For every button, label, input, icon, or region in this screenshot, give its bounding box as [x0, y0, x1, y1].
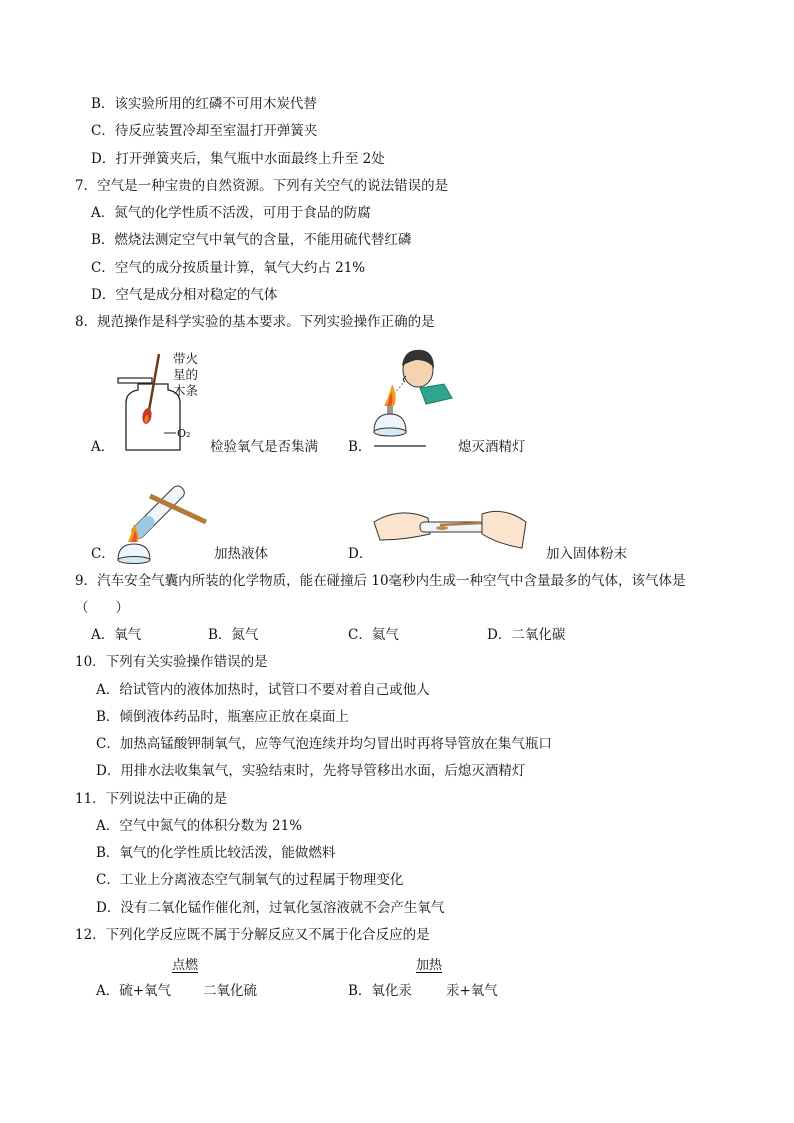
q7-option-b: B．燃烧法测定空气中氧气的含量，不能用硫代替红磷 [91, 232, 412, 248]
q12-option-a-product: 二氧化硫 [203, 983, 257, 999]
q12-option-b-reactants: B．氧化汞 [348, 983, 412, 999]
q8-b-caption: 熄灭酒精灯 [458, 439, 526, 455]
q12-b-condition: 加热 [416, 958, 443, 973]
q7-option-c: C．空气的成分按质量计算，氧气大约占 21% [91, 260, 366, 276]
q11-option-a: A．空气中氮气的体积分数为 21% [96, 818, 303, 834]
q7-option-d: D．空气是成分相对稳定的气体 [91, 287, 278, 303]
splint-label-3: 木条 [173, 383, 199, 398]
adding-powder-figure [370, 500, 530, 560]
q8-c-letter: C． [91, 546, 115, 562]
blowing-alcohol-lamp-figure [370, 340, 470, 452]
q6-option-b: B．该实验所用的红磷不可用木炭代替 [91, 96, 317, 112]
q8-stem: 8．规范操作是科学实验的基本要求。下列实验操作正确的是 [75, 314, 435, 330]
q8-d-caption: 加入固体粉末 [546, 546, 627, 562]
q9-answer-bracket: （ ） [75, 600, 129, 616]
q12-option-b-product: 汞+氧气 [446, 983, 498, 999]
q7-stem: 7．空气是一种宝贵的自然资源。下列有关空气的说法错误的是 [75, 178, 449, 194]
q11-stem: 11．下列说法中正确的是 [75, 791, 228, 807]
splint-label-2: 星的 [173, 367, 199, 382]
q11-option-b: B．氧气的化学性质比较活泼，能做燃料 [96, 845, 336, 861]
q8-d-letter: D． [348, 546, 373, 562]
q7-option-a: A．氮气的化学性质不活泼，可用于食品的防腐 [91, 205, 371, 221]
q12-option-a-reactants: A．硫+氧气 [96, 983, 172, 999]
o2-label: O₂ [177, 427, 191, 440]
q6-option-c: C．待反应装置冷却至室温打开弹簧夹 [91, 123, 318, 139]
q11-option-d: D．没有二氧化锰作催化剂，过氧化氢溶液就不会产生氧气 [96, 900, 445, 916]
q12-stem: 12．下列化学反应既不属于分解反应又不属于化合反应的是 [75, 927, 430, 943]
q9-option-a: A．氧气 [91, 627, 142, 643]
q8-a-letter: A． [91, 439, 115, 455]
q8-b-letter: B． [348, 439, 372, 455]
q8-a-caption: 检验氧气是否集满 [210, 439, 318, 455]
q10-option-c: C．加热高锰酸钾制氧气，应等气泡连续并均匀冒出时再将导管放在集气瓶口 [96, 736, 552, 752]
q9-stem: 9．汽车安全气囊内所装的化学物质，能在碰撞后 10毫秒内生成一种空气中含量最多的气体，该气体是 [75, 573, 686, 589]
q10-option-b: B．倾倒液体药品时，瓶塞应正放在桌面上 [96, 709, 349, 725]
q6-option-d: D．打开弹簧夹后，集气瓶中水面最终上升至 2处 [91, 151, 385, 167]
q9-option-d: D．二氧化碳 [487, 627, 566, 643]
q9-option-b: B．氮气 [208, 627, 259, 643]
splint-label-1: 带火 [173, 351, 199, 366]
q9-option-c: C．氦气 [348, 627, 399, 643]
q10-stem: 10．下列有关实验操作错误的是 [75, 654, 268, 670]
heating-liquid-figure [110, 466, 210, 564]
q8-c-caption: 加热液体 [214, 546, 268, 562]
q10-option-a: A．给试管内的液体加热时，试管口不要对着自己或他人 [96, 682, 430, 698]
q10-option-d: D．用排水法收集氧气，实验结束时，先将导管移出水面，后熄灭酒精灯 [96, 763, 526, 779]
q11-option-c: C．工业上分离液态空气制氧气的过程属于物理变化 [96, 872, 404, 888]
q12-a-condition: 点燃 [172, 958, 199, 973]
